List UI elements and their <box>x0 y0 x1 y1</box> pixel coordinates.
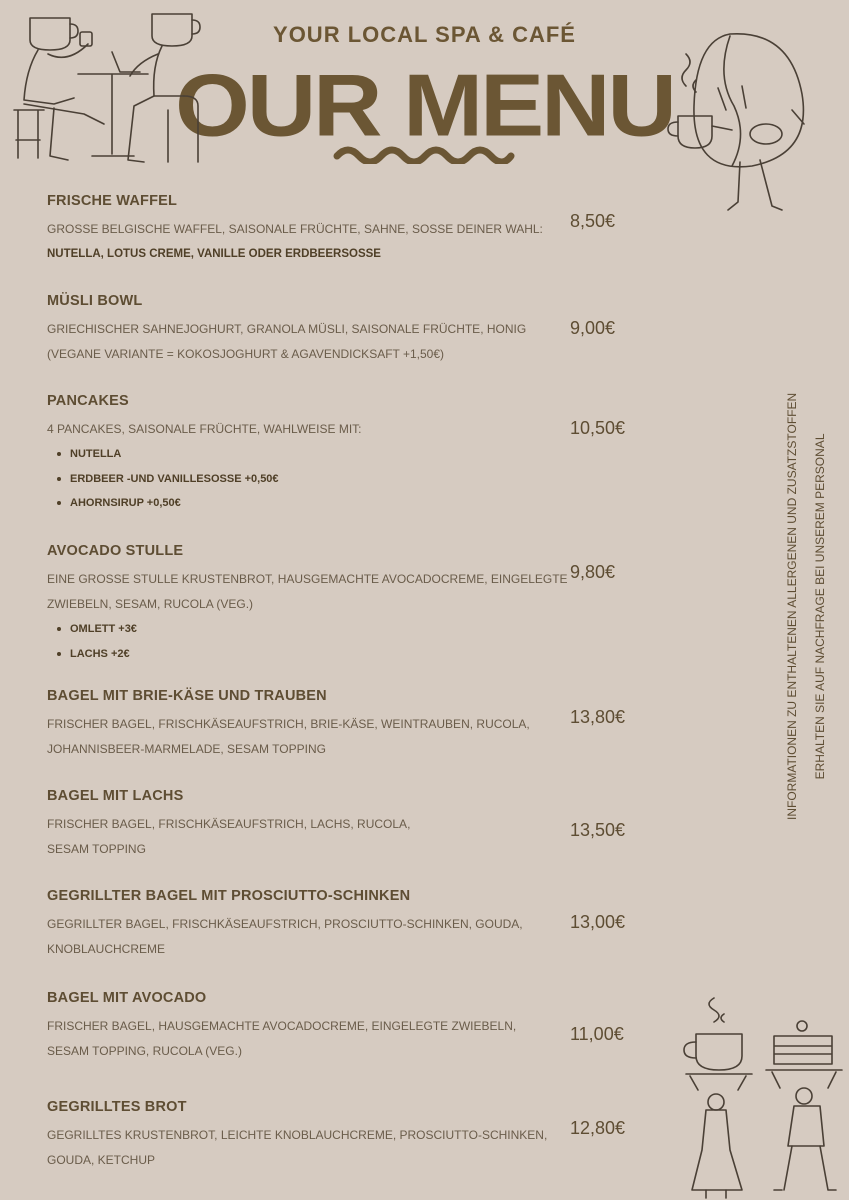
menu-item-option: OMLETT +3€ <box>57 617 567 642</box>
menu-item-description: JOHANNISBEER-MARMELADE, SESAM TOPPING <box>47 742 326 756</box>
menu-item-name: BAGEL MIT LACHS <box>47 788 184 804</box>
menu-item-name: FRISCHE WAFFEL <box>47 193 178 209</box>
menu-item-description: ZWIEBELN, SESAM, RUCOLA (VEG.) <box>47 597 254 611</box>
menu-item-name: GEGRILLTER BAGEL MIT PROSCIUTTO-SCHINKEN <box>47 888 411 904</box>
menu-item-description: SESAM TOPPING <box>47 842 146 856</box>
menu-item-description: 4 PANCAKES, SAISONALE FRÜCHTE, WAHLWEISE MIT: <box>47 422 362 436</box>
menu-item-description: FRISCHER BAGEL, HAUSGEMACHTE AVOCADOCREME, EINGELEGTE ZWIEBELN, <box>47 1019 517 1033</box>
coffee-bean-character-icon <box>660 30 820 220</box>
menu-item-frische-waffel <box>47 193 567 267</box>
menu-item-price: 13,50€ <box>570 820 626 840</box>
menu-item-description: EINE GROSSE STULLE KRUSTENBROT, HAUSGEMACHTE AVOCADOCREME, EINGELEGTE <box>47 572 568 586</box>
menu-item-price: 13,80€ <box>570 707 626 727</box>
menu-item-description: GRIECHISCHER SAHNEJOGHURT, GRANOLA MÜSLI, SAISONALE FRÜCHTE, HONIG <box>47 322 527 336</box>
menu-item-musli-bowl <box>47 293 567 367</box>
menu-item-description: FRISCHER BAGEL, FRISCHKÄSEAUFSTRICH, LACHS, RUCOLA, <box>47 817 411 831</box>
allergen-note-line: INFORMATIONEN ZU ENTHALTENEN ALLERGENEN UND ZUSATZSTOFFEN <box>785 392 799 820</box>
menu-item-option: LACHS +2€ <box>57 642 567 667</box>
menu-item-option: NUTELLA <box>57 442 567 467</box>
menu-item-pancakes <box>47 393 567 516</box>
menu-item-description: GEGRILLTER BAGEL, FRISCHKÄSEAUFSTRICH, PROSCIUTTO-SCHINKEN, GOUDA, <box>47 917 523 931</box>
menu-item-description: GEGRILLTES KRUSTENBROT, LEICHTE KNOBLAUCHCREME, PROSCIUTTO-SCHINKEN, <box>47 1128 548 1142</box>
menu-item-description: (VEGANE VARIANTE = KOKOSJOGHURT & AGAVENDICKSAFT +1,50€) <box>47 347 445 361</box>
page-title: OUR MENU <box>175 56 674 155</box>
menu-item-description: GROSSE BELGISCHE WAFFEL, SAISONALE FRÜCHTE, SAHNE, SOSSE DEINER WAHL: <box>47 222 543 236</box>
menu-item-bagel-lachs <box>47 788 567 862</box>
menu-item-bagel-brie <box>47 688 567 762</box>
wave-divider-icon <box>333 140 515 164</box>
menu-item-price: 11,00€ <box>570 1024 624 1044</box>
menu-item-option: ERDBEER -UND VANILLESOSSE +0,50€ <box>57 467 567 492</box>
menu-item-option: AHORNSIRUP +0,50€ <box>57 491 567 516</box>
page-subtitle: YOUR LOCAL SPA & CAFÉ <box>273 22 576 47</box>
menu-item-option-list <box>47 617 567 666</box>
allergen-note <box>778 393 834 820</box>
people-carrying-coffee-cake-icon <box>670 990 849 1200</box>
cafe-people-illustration-icon <box>8 10 208 170</box>
menu-item-description: SESAM TOPPING, RUCOLA (VEG.) <box>47 1044 242 1058</box>
menu-item-description: GOUDA, KETCHUP <box>47 1153 156 1167</box>
menu-item-avocado-stulle <box>47 543 567 666</box>
menu-item-name: BAGEL MIT AVOCADO <box>47 990 207 1006</box>
menu-item-price: 9,00€ <box>570 318 616 338</box>
allergen-note-line: ERHALTEN SIE AUF NACHFRAGE BEI UNSEREM PERSONAL <box>813 433 827 780</box>
menu-item-description: FRISCHER BAGEL, FRISCHKÄSEAUFSTRICH, BRIE-KÄSE, WEINTRAUBEN, RUCOLA, <box>47 717 530 731</box>
menu-item-description: KNOBLAUCHCREME <box>47 942 166 956</box>
menu-item-name: MÜSLI BOWL <box>47 293 143 309</box>
menu-item-price: 8,50€ <box>570 211 616 231</box>
menu-item-price: 13,00€ <box>570 912 626 932</box>
menu-item-option-list <box>47 442 567 516</box>
menu-item-gegrillter-bagel <box>47 888 567 962</box>
menu-item-name: PANCAKES <box>47 393 129 409</box>
menu-item-options-line: NUTELLA, LOTUS CREME, VANILLE ODER ERDBEERSOSSE <box>47 248 381 260</box>
menu-item-name: AVOCADO STULLE <box>47 543 184 559</box>
menu-item-gegrilltes-brot <box>47 1099 567 1173</box>
menu-item-name: BAGEL MIT BRIE-KÄSE UND TRAUBEN <box>47 688 327 704</box>
menu-item-bagel-avocado <box>47 990 567 1064</box>
menu-item-price: 12,80€ <box>570 1118 626 1138</box>
menu-item-name: GEGRILLTES BROT <box>47 1099 187 1115</box>
menu-item-price: 10,50€ <box>570 418 626 438</box>
menu-item-price: 9,80€ <box>570 562 616 582</box>
